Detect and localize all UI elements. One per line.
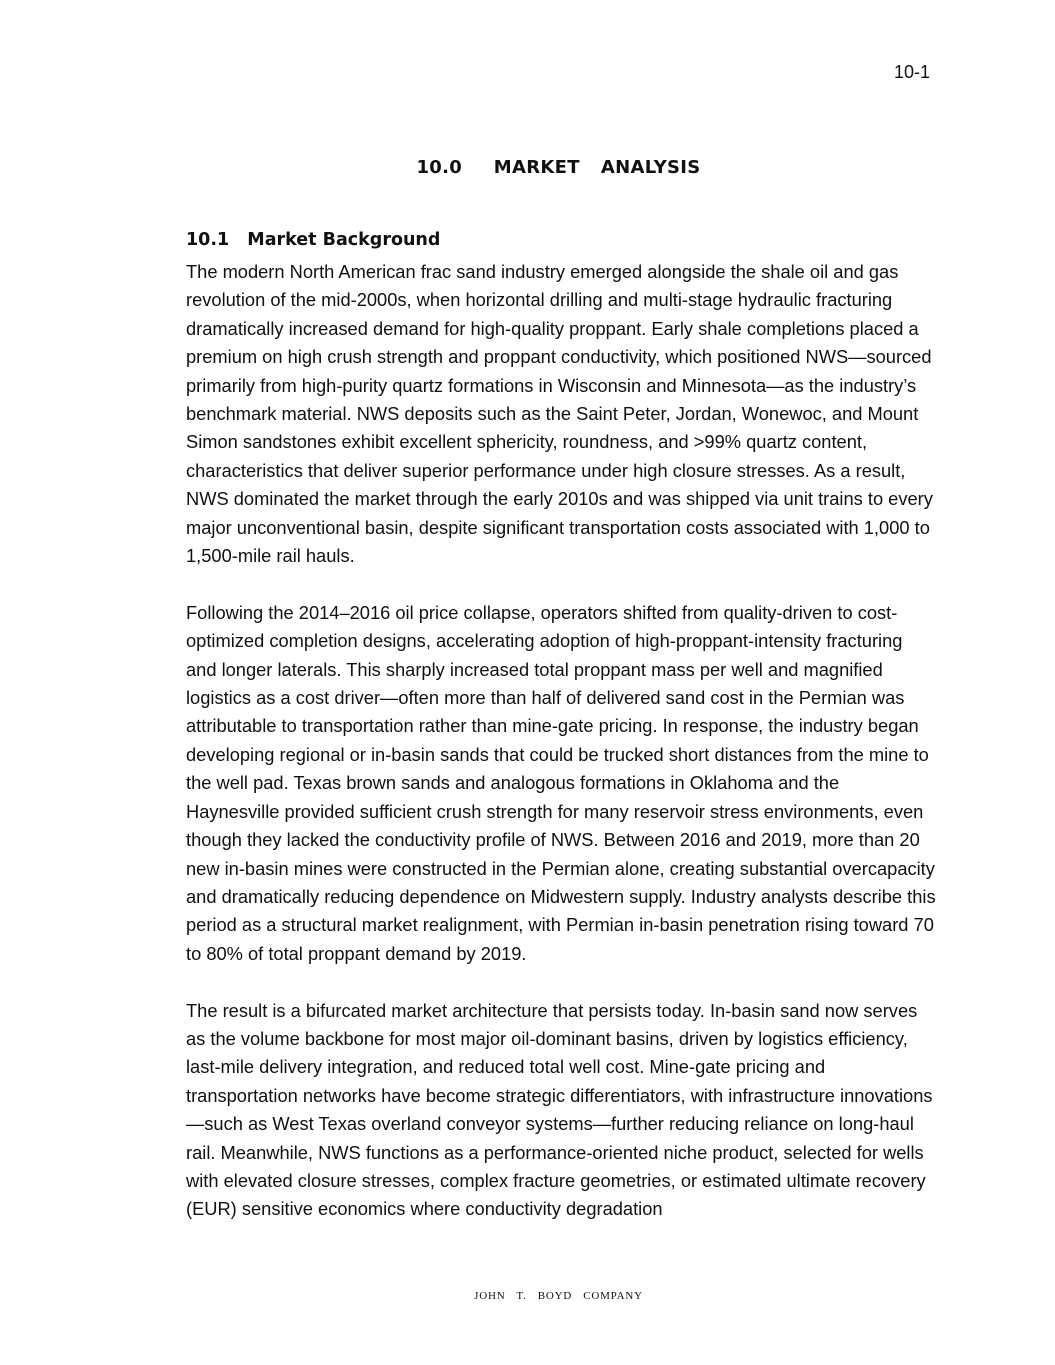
- section-number: 10.1: [186, 230, 230, 250]
- footer-company: JOHN T. BOYD COMPANY: [474, 1290, 643, 1302]
- page-number: 10-1: [893, 62, 930, 82]
- section-title: Market Background: [247, 230, 441, 250]
- section-heading: [186, 230, 440, 250]
- paragraph: The modern North American frac sand industry emerged alongside the shale oil and gas revolution of the mid-2000s, when horizontal drilling and multi-stage hydraulic fracturing dramatically increased demand for high-quality proppant. Early shale completions placed a premium on high crush strength and proppant conductivity, which positioned NWS—sourced primarily from high-purity quartz formations in Wisconsin and Minnesota—as the industry’s benchmark material. NWS deposits such as the Saint Peter, Jordan, Wonewoc, and Mount Simon sandstones exhibit excellent sphericity, roundness, and >99% quartz content, characteristics that deliver superior performance under high closure stresses. As a result, NWS dominated the market through the early 2010s and was shipped via unit trains to every major unconventional basin, despite significant transportation costs associated with 1,000 to 1,500-mile rail hauls.: [186, 261, 933, 567]
- paragraph: The result is a bifurcated market architecture that persists today. In-basin sand now serves as the volume backbone for most major oil-dominant basins, driven by logistics efficiency, last-mile delivery integration, and reduced total well cost. Mine-gate pricing and transportation networks have become strategic differentiators, with infrastructure innovations—such as West Texas overland conveyor systems—further reducing reliance on long-haul rail. Meanwhile, NWS functions as a performance-oriented niche product, selected for wells with elevated closure stresses, complex fracture geometries, or estimated ultimate recovery (EUR) sensitive economics where conductivity degradation: [186, 999, 933, 1220]
- chapter-title: 10.0 MARKET ANALYSIS: [416, 157, 701, 178]
- body-text: [186, 258, 936, 1252]
- paragraph: Following the 2014–2016 oil price collapse, operators shifted from quality-driven to cost-optimized completion designs, accelerating adoption of high-proppant-intensity fracturing and longer laterals. This sharply increased total proppant mass per well and magnified logistics as a cost driver—often more than half of delivered sand cost in the Permian was attributable to transportation rather than mine-gate pricing. In response, the industry began developing regional or in-basin sands that could be trucked short distances from the mine to the well pad. Texas brown sands and analogous formations in Oklahoma and the Haynesville provided sufficient crush strength for many reservoir stress environments, even though they lacked the conductivity profile of NWS. Between 2016 and 2019, more than 20 new in-basin mines were constructed in the Permian alone, creating substantial overcapacity and dramatically reducing dependence on Midwestern supply. Industry analysts describe this period as a structural market realignment, with Permian in-basin penetration rising toward 70 to 80% of total proppant demand by 2019.: [186, 601, 936, 964]
